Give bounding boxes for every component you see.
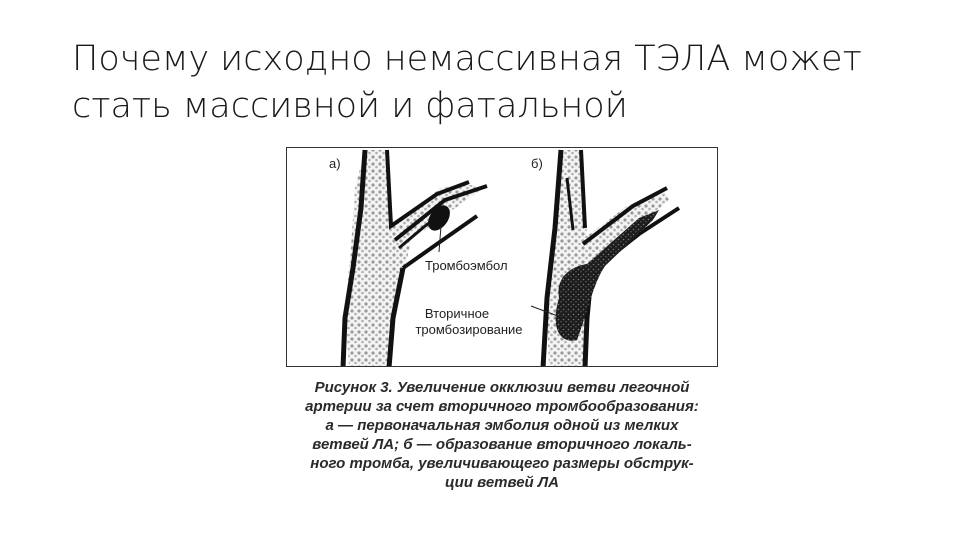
slide-title-line-1: Почему исходно немассивная ТЭЛА может — [72, 39, 862, 79]
slide-title-line-2: стать массивной и фатальной — [72, 86, 628, 126]
figure-caption — [286, 378, 718, 492]
caption-line: артерии за счет вторичного тромбообразования: — [305, 398, 699, 415]
thromboembolus-label: Тромбоэмбол — [425, 258, 508, 273]
secondary-thrombosis-label-2: тромбозирование — [415, 322, 523, 337]
panel-b-label: б) — [531, 156, 543, 171]
caption-line: ного тромба, увеличивающего размеры обструк- — [310, 455, 694, 472]
caption-line: Рисунок 3. Увеличение окклюзии ветви легочной — [314, 379, 690, 396]
vessel-drawing — [287, 148, 718, 367]
caption-line: ветвей ЛА; б — образование вторичного локаль- — [312, 436, 692, 453]
secondary-thrombosis-label-1: Вторичное — [424, 306, 490, 321]
slide-title — [72, 36, 912, 130]
panel-a-label: а) — [329, 156, 341, 171]
caption-line: а — первоначальная эмболия одной из мелких — [325, 417, 679, 434]
caption-line: ции ветвей ЛА — [444, 474, 560, 491]
vessel-illustration — [286, 147, 718, 367]
panel-b-vessel — [543, 150, 679, 367]
